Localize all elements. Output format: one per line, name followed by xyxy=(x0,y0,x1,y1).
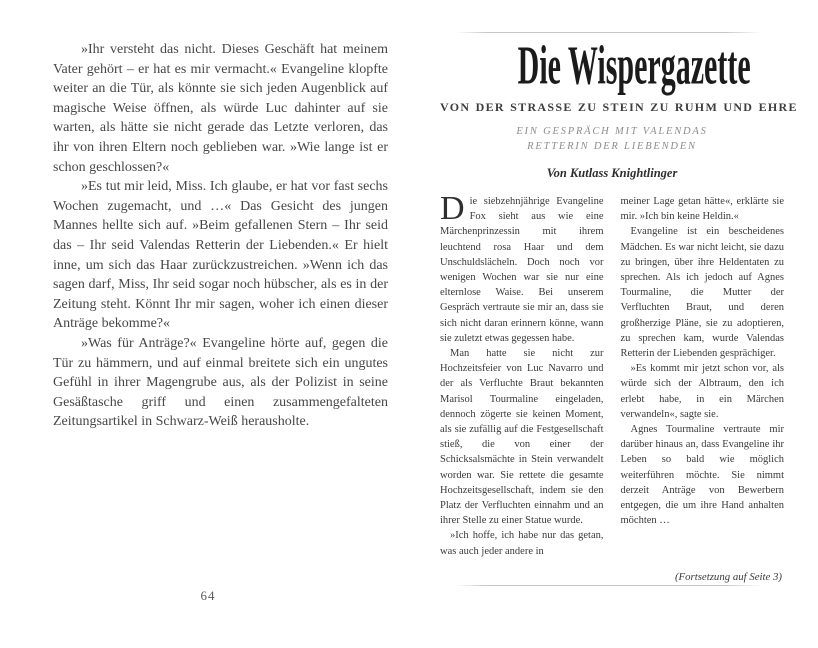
bottom-rule xyxy=(456,585,762,586)
newspaper-masthead: Die Wispergazette xyxy=(517,34,751,96)
top-rule xyxy=(456,32,762,33)
article-paragraph: Evangeline ist ein bescheidenes Mädchen. Es war nicht leicht, sie dazu zu bringen, über ihre Heldentaten zu sprechen. Als ich jedoch auf Agnes Tourmaline, die Mutter der Verfluchten Braut, und deren großherzige Pläne, sie zu adoptieren, zu sprechen kam, wurde Valendas Retterin der Liebenden gesprächiger. xyxy=(620,226,784,360)
newspaper-clipping xyxy=(440,25,798,625)
article-paragraph: meiner Lage getan hätte«, erklärte sie mir. »Ich bin keine Heldin.« xyxy=(620,196,784,223)
newspaper-byline: Von Kutlass Knightlinger xyxy=(546,166,678,180)
article-columns xyxy=(440,190,784,559)
newspaper-subhead xyxy=(440,124,784,154)
article-paragraph: »Ich hoffe, ich habe nur das getan, was auch jeder andere in xyxy=(440,530,604,557)
drop-cap: D xyxy=(440,190,465,227)
left-page-text xyxy=(53,40,388,432)
page-number: 64 xyxy=(200,588,216,603)
body-paragraph: »Es tut mir leid, Miss. Ich glaube, er hat vor fast sechs Wochen zugemacht, und …« Das Gesicht des jungen Mannes hellte sich auf. »Beim gefallenen Stern – Ihr seid das – Ihr seid Valendas Retterin der Liebenden.« Er hielt inne, um sich das Haar zurückzustreichen. »Wenn ich das sagen darf, Miss, Ihr seid sogar noch hübscher, als es in der Zeitung steht. Könnt Ihr mir sagen, woher ich einen dieser Anträge bekomme?« xyxy=(53,179,388,332)
subhead-line-2: RETTERIN DER LIEBENDEN xyxy=(527,141,697,152)
masthead-row xyxy=(440,25,784,95)
article-column-left xyxy=(440,190,604,559)
article-column-right xyxy=(621,194,785,559)
article-paragraph: Man hatte sie nicht zur Hochzeitsfeier von Luc Navarro und der als Verfluchte Braut bekannten Marisol Tourmaline eingeladen, dennoch zögerte sie keinen Moment, als sie zufällig auf die Festgesellschaft stieß, die von einer der Schicksalsmächte in Stein verwandelt worden war. Sie rettete die gesamte Hochzeitsgesellschaft, indem sie den Platz der Verfluchten einnahm und an ihrer Stelle zu einer Statue wurde. xyxy=(440,348,604,527)
continuation-note: (Fortsetzung auf Seite 3) xyxy=(674,571,782,583)
body-paragraph: »Was für Anträge?« Evangeline hörte auf, gegen die Tür zu hämmern, und auf einmal breitete sich ein ungutes Gefühl in ihrer Magengrube aus, als der Polizist in seine Gesäßtasche griff und einen zusammengefalteten Zeitungsartikel in Schwarz-Weiß herausholte. xyxy=(53,335,388,430)
subhead-line-1: EIN GESPRÄCH MIT VALENDAS xyxy=(516,126,708,137)
body-paragraph: »Ihr versteht das nicht. Dieses Geschäft hat meinem Vater gehört – er hat es mir vermacht.« Evangeline klopfte weiter an die Tür, als könnte sie sich jeden Augenblick auf magische Weise öffnen, als würde Luc dahinter auf sie warten, als hätte sie nicht gerade das Letzte verloren, das ihr von ihren Eltern noch geblieben war. »Wie lange ist er schon geschlossen?« xyxy=(53,42,388,175)
newspaper-headline: VON DER STRASSE ZU STEIN ZU RUHM UND EHRE xyxy=(440,100,798,114)
article-paragraph: Agnes Tourmaline vertraute mir darüber hinaus an, dass Evangeline ihr Leben so bald wie möglich weiterführen möchte. Sie nimmt derzeit Anträge von Bewerbern entgegen, die um ihre Hand anhalten möchten … xyxy=(620,424,784,527)
article-paragraph: »Es kommt mir jetzt schon vor, als würde sich der Albtraum, den ich erlebt habe, in ein Märchen verwandeln«, sagte sie. xyxy=(620,363,784,420)
article-paragraph xyxy=(440,190,604,346)
article-paragraph-text: ie siebzehnjährige Evangeline Fox sieht aus wie eine Märchenprinzessin mit ihrem leuchtend rosa Haar und dem Unschuldslächeln. Doch noch vor wenigen Wochen war sie nur eine elternlose Waise. Bei unserem Gespräch vertraute sie mir an, dass sie sich nicht daran erinnern könne, wann sie zuletzt etwas gegessen habe. xyxy=(440,196,604,344)
